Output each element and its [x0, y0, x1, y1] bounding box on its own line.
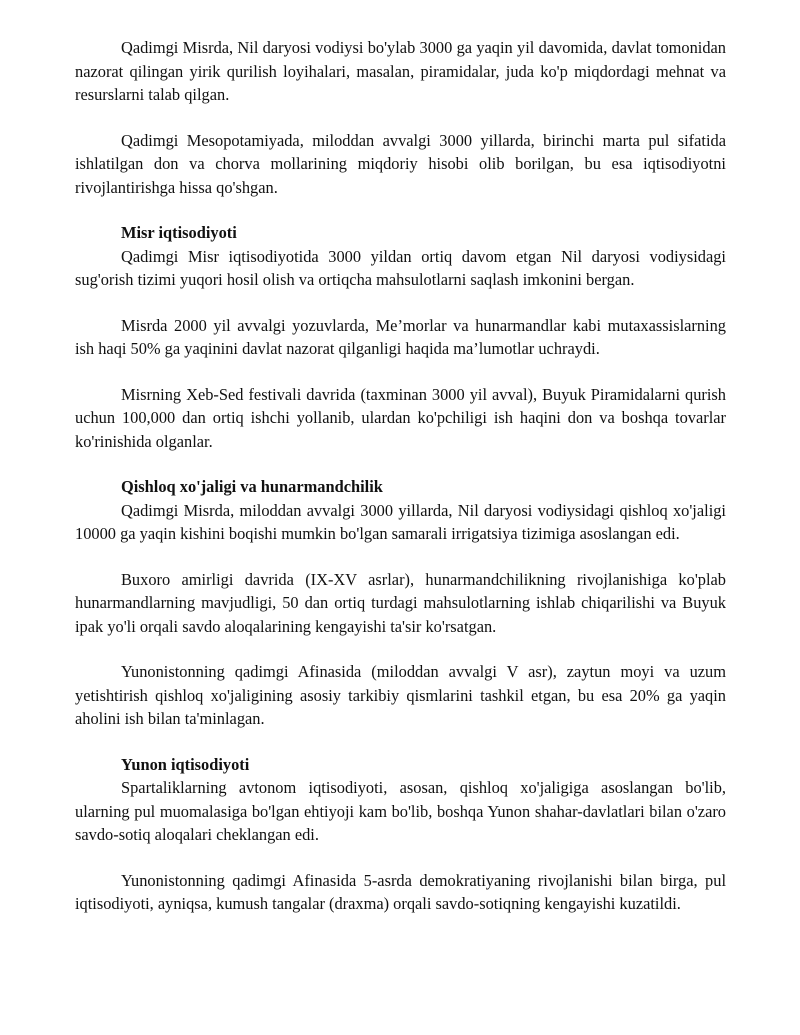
section-heading-greek-economy: Yunon iqtisodiyoti [121, 754, 250, 774]
paragraph-sparta-economy: Spartaliklarning avtonom iqtisodiyoti, asosan, qishloq xo'jaligiga asoslangan bo'lib, ularning pul muomalasiga bo'lgan ehtiyoji kam bo'lib, boshqa Yunon shahar-davlatlari bilan o'zaro savdo-sotiq aloqalari cheklangan edi. [75, 778, 726, 844]
paragraph-bukhara-crafts: Buxoro amirligi davrida (IX-XV asrlar), hunarmandchilikning rivojlanishiga ko'plab hunarmandlarning mavjudligi, 50 dan ortiq turdagi mahsulotlarning ishlab chiqarilishi va Buyuk ipak yo'li orqali savdo aloqalarining kengayishi ta'sir ko'rsatgan. [75, 569, 726, 636]
paragraph-egypt-wages: Misrda 2000 yil avvalgi yozuvlarda, Me’morlar va hunarmandlar kabi mutaxassislarning ish haqi 50% ga yaqinini davlat nazorat qilganligi haqida ma’lumotlar uchraydi. [75, 315, 726, 358]
paragraph-athens-agriculture: Yunonistonning qadimgi Afinasida (miloddan avvalgi V asr), zaytun moyi va uzum yetishtirish qishloq xo'jaligining asosiy tarkibiy qismlarini tashkil etgan, bu esa 20% ga yaqin aholini ish bilan ta'minlagan. [75, 662, 726, 728]
document-page [75, 36, 726, 916]
paragraph-egypt-construction: Qadimgi Misrda, Nil daryosi vodiysi bo'ylab 3000 ga yaqin yil davomida, davlat tomonidan nazorat qilingan yirik qurilish loyihalari, masalan, piramidalar, juda ko'p miqdordagi mehnat va resurslarni talab qilgan. [75, 38, 726, 104]
paragraph-mesopotamia-money: Qadimgi Mesopotamiyada, miloddan avvalgi 3000 yillarda, birinchi marta pul sifatida ishlatilgan don va chorva mollarining miqdoriy hisobi olib borilgan, bu esa iqtisodiyotni rivojlantirishga hissa qo'shgan. [75, 130, 726, 197]
paragraph-egypt-irrigation: Qadimgi Misr iqtisodiyotida 3000 yildan ortiq davom etgan Nil daryosi vodiysidagi sug'orish tizimi yuqori hosil olish va ortiqcha mahsulotlarni saqlash imkonini bergan. [75, 246, 726, 289]
paragraph-athens-money: Yunonistonning qadimgi Afinasida 5-asrda demokratiyaning rivojlanishi bilan birga, pul iqtisodiyoti, ayniqsa, kumush tangalar (draxma) orqali savdo-sotiqning kengayishi kuzatildi. [75, 870, 726, 913]
section-heading-agriculture-crafts: Qishloq xo'jaligi va hunarmandchilik [121, 477, 383, 496]
paragraph-heb-sed-festival: Misrning Xeb-Sed festivali davrida (taxminan 3000 yil avval), Buyuk Piramidalarni qurish uchun 100,000 dan ortiq ishchi yollanib, ulardan ko'pchiligi ish haqini don va boshqa tovarlar ko'rinishida olganlar. [75, 384, 726, 451]
paragraph-egypt-agriculture: Qadimgi Misrda, miloddan avvalgi 3000 yillarda, Nil daryosi vodiysidagi qishloq xo'jaligi 10000 ga yaqin kishini boqishi mumkin bo'lgan samarali irrigatsiya tizimiga asoslangan edi. [75, 500, 726, 543]
section-heading-egypt-economy: Misr iqtisodiyoti [121, 223, 237, 242]
